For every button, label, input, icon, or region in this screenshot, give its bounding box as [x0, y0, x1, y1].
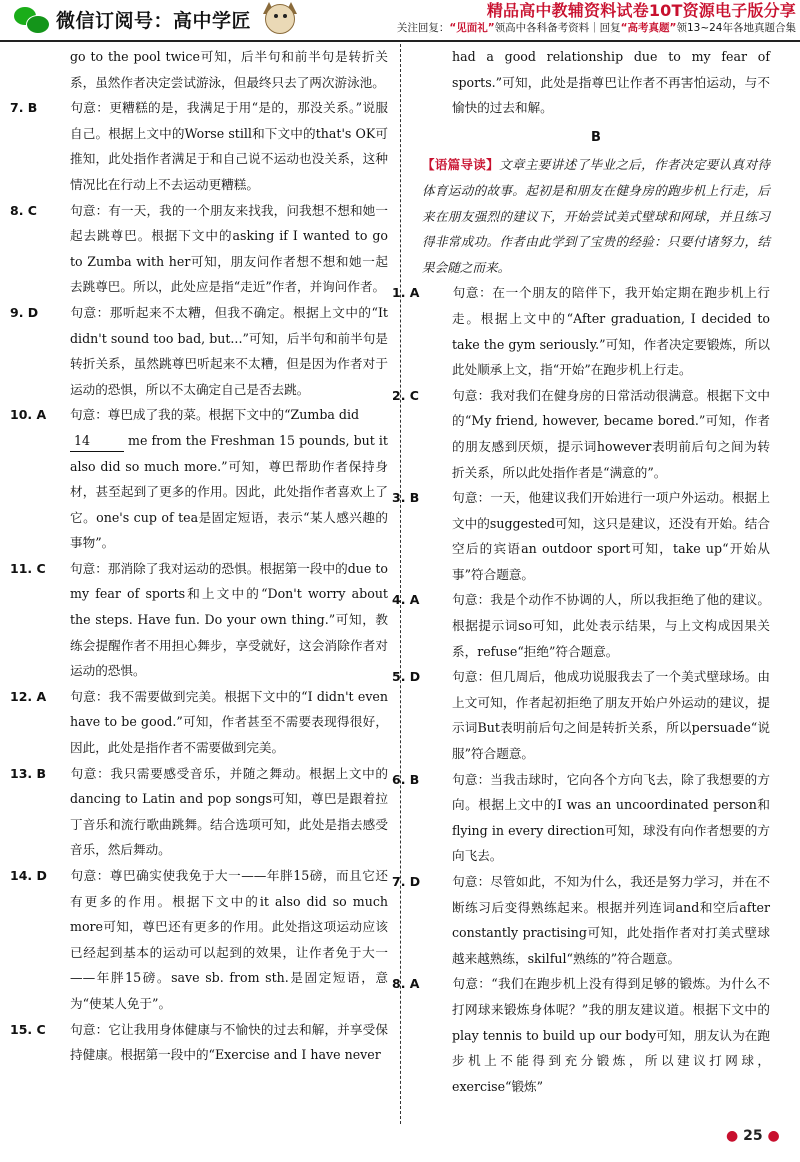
header-brand — [14, 3, 299, 35]
left-answer-list — [10, 95, 388, 1068]
answer-number: 13. B — [10, 765, 47, 781]
answer-number: 6. B — [392, 771, 420, 787]
answer-text: 句意：当我击球时，它向各个方向飞去，除了我想要的方向。根据上文中的I was an uncoordinated person和flying in every direction可知，球没有向作者想要的方向飞去。 — [452, 771, 770, 864]
answer-item — [10, 761, 388, 863]
answer-text: 句意：我对我们在健身房的日常活动很满意。根据下文中的“My friend, however, became bored.”可知，作者的朋友感到厌烦，提示词however表明前后句之间为转折关系，所以此处指作者是“满意的”。 — [452, 387, 770, 480]
reading-guide — [422, 152, 770, 280]
header-account-title: 微信订阅号：高中学匠 — [56, 9, 252, 32]
answer-number: 3. B — [392, 490, 420, 506]
section-heading: B — [591, 129, 601, 145]
page-header — [0, 0, 800, 40]
answer-text: 句意：尊巴成了我的菜。根据下文中的“Zumba did — [70, 407, 360, 423]
answer-item — [392, 971, 770, 1099]
mascot-icon — [259, 2, 299, 36]
reading-guide-text: 文章主要讲述了毕业之后，作者决定要认真对待体育运动的故事。起初是和朋友在健身房的跑步机上行走，后来在朋友强烈的建议下，开始尝试美式壁球和网球，并且练习得非常成功。作者由此学到了宝贵的经验：只要付诸努力，结果会随之而来。 — [422, 157, 770, 275]
blank-number: 14 — [70, 431, 124, 452]
answer-text: me from the Freshman 15 pounds, but it also did so much more.”可知，尊巴帮助作者保持身材，甚至起到了更多的作用。因此，此处指作者喜欢上了它。one's cup of tea是固定短语，表示“某人感兴趣的事物”。 — [70, 432, 388, 551]
header-subline: 关注回复：“见面礼”领高中各科备考资料｜回复“高考真题”领13~24年各地真题合集 — [396, 22, 796, 34]
header-divider — [0, 40, 800, 42]
answer-number: 12. A — [10, 688, 47, 704]
answer-item — [392, 280, 770, 382]
right-answer-list — [392, 280, 770, 1099]
answer-number: 8. C — [10, 202, 37, 218]
left-column — [10, 44, 388, 1068]
answer-number: 14. D — [10, 868, 47, 883]
answer-number: 4. A — [392, 592, 420, 608]
answer-text: 句意：更糟糕的是，我满足于用“是的，那没关系。”说服自己。根据上文中的Worse still和下文中的that's OK可推知，此处指作者满足于和自己说不运动也没关系，这种情况比在行动上不去运动更糟糕。 — [70, 100, 388, 192]
answer-text: 句意：但几周后，他成功说服我去了一个美式壁球场。由上文可知，作者起初拒绝了朋友开始户外运动的建议，提示词But表明前后句之间是转折关系，所以persuade“说服”符合题意。 — [452, 669, 770, 762]
right-intro-continuation: had a good relationship due to my fear of sports.”可知，此处是指尊巴让作者不再害怕运动，与不愉快的过去和解。 — [452, 49, 770, 116]
answer-item — [392, 383, 770, 485]
answer-item — [10, 556, 388, 684]
answer-text: 句意：那消除了我对运动的恐惧。根据第一段中的due to my fear of sports和上文中的“Don't worry about the steps. Have fun. Do your own thing.”可知，教练会提醒作者不用担心舞步，享受就好，这会消除作者对运动的恐惧。 — [70, 560, 388, 679]
answer-number: 15. C — [10, 1021, 46, 1037]
answer-number: 1. A — [392, 285, 420, 301]
right-column — [392, 44, 770, 1099]
wechat-icon — [14, 5, 50, 33]
answer-text: 句意：我不需要做到完美。根据下文中的“I didn't even have to be good.”可知，作者甚至不需要表现得很好，因此，此处是指作者不需要做到完美。 — [70, 688, 388, 756]
answer-number: 7. B — [10, 100, 38, 116]
answer-item — [10, 863, 388, 1017]
answer-item — [10, 684, 388, 761]
reading-guide-tag: 【语篇导读】 — [422, 157, 499, 173]
page-number: 25 — [743, 1128, 763, 1144]
answer-text: 句意：有一天，我的一个朋友来找我，问我想不想和她一起去跳尊巴。根据下文中的asking if I wanted to go to Zumba with her可知，朋友问作者想不想和她一起去跳尊巴。所以，此处应是指“走近”作者，并询问作者。 — [70, 202, 388, 295]
answer-item — [10, 402, 388, 556]
answer-item — [392, 485, 770, 587]
answer-number: 7. D — [392, 874, 421, 889]
answer-number: 10. A — [10, 407, 47, 423]
answer-text: 句意：我只需要感受音乐，并随之舞动。根据上文中的dancing to Latin and pop songs可知，尊巴是跟着拉丁音乐和流行歌曲跳舞。结合选项可知，此处是指去感受音乐，然后舞动。 — [70, 765, 388, 858]
footer-dot-right: ● — [767, 1128, 780, 1144]
answer-text: 句意：“我们在跑步机上没有得到足够的锻炼。为什么不打网球来锻炼身体呢？”我的朋友建议道。根据下文中的play tennis to build up our body可知，朋友认为在跑步机上不能得到充分锻炼，所以建议打网球，exercise“锻炼” — [452, 976, 770, 1094]
answer-number: 2. C — [392, 387, 419, 403]
header-promo: 精品高中教辅资料试卷10T资源电子版分享 — [486, 1, 796, 20]
answer-item — [10, 1017, 388, 1068]
answer-item — [392, 767, 770, 869]
page-footer — [726, 1128, 780, 1144]
answer-text: 句意：尽管如此，不知为什么，我还是努力学习，并在不断练习后变得熟练起来。根据并列连词and和空后after constantly practising可知，此处指作者对打美式壁球越来越熟练，skilful“熟练的”符合题意。 — [452, 874, 770, 966]
answer-item — [392, 587, 770, 664]
answer-item — [10, 198, 388, 300]
answer-number: 11. C — [10, 560, 46, 576]
footer-dot-left: ● — [726, 1128, 739, 1144]
answer-item — [392, 869, 770, 971]
answer-text: 句意：我是个动作不协调的人，所以我拒绝了他的建议。根据提示词so可知，此处表示结果，与上文构成因果关系，refuse“拒绝”符合题意。 — [452, 592, 770, 659]
answer-item — [10, 300, 388, 402]
answer-number: 5. D — [392, 669, 421, 685]
header-promo-block — [350, 0, 796, 35]
answer-item — [10, 95, 388, 197]
answer-number: 8. A — [392, 976, 420, 992]
answer-text: 句意：尊巴确实使我免于大一——年胖15磅，而且它还有更多的作用。根据下文中的it also did so much more可知，尊巴还有更多的作用。此处指这项运动应该已经起到基本的运动可以起到的效果，让作者免于大一——年胖15磅。save sb. from sth.是固定短语，意为“使某人免于”。 — [70, 868, 388, 1011]
answer-item — [392, 664, 770, 766]
column-divider — [400, 44, 401, 1124]
answer-text: 句意：在一个朋友的陪伴下，我开始定期在跑步机上行走。根据上文中的“After graduation, I decided to take the gym seriously.”可知，作者决定要锻炼，所以此处顺承上文，指“开始”在跑步机上行走。 — [452, 285, 770, 378]
answer-number: 9. D — [10, 304, 39, 320]
left-intro-continuation: go to the pool twice可知，后半句和前半句是转折关系，虽然作者决定尝试游泳，但最终只去了两次游泳池。 — [70, 49, 388, 90]
answer-text: 句意：一天，他建议我们开始进行一项户外运动。根据上文中的suggested可知，这只是建议，还没有开始。结合空后的宾语an outdoor sport可知，take up“开始从事”符合题意。 — [452, 490, 770, 582]
answer-text: 句意：它让我用身体健康与不愉快的过去和解，并享受保持健康。根据第一段中的“Exercise and I have never — [70, 1021, 388, 1063]
answer-text: 句意：那听起来不太糟，但我不确定。根据上文中的“It didn't sound too bad, but...”可知，后半句和前半句是转折关系，虽然跳尊巴听起来不太糟，但是因为作者对于运动的恐惧，所以不太确定自己是否去跳。 — [70, 304, 388, 397]
